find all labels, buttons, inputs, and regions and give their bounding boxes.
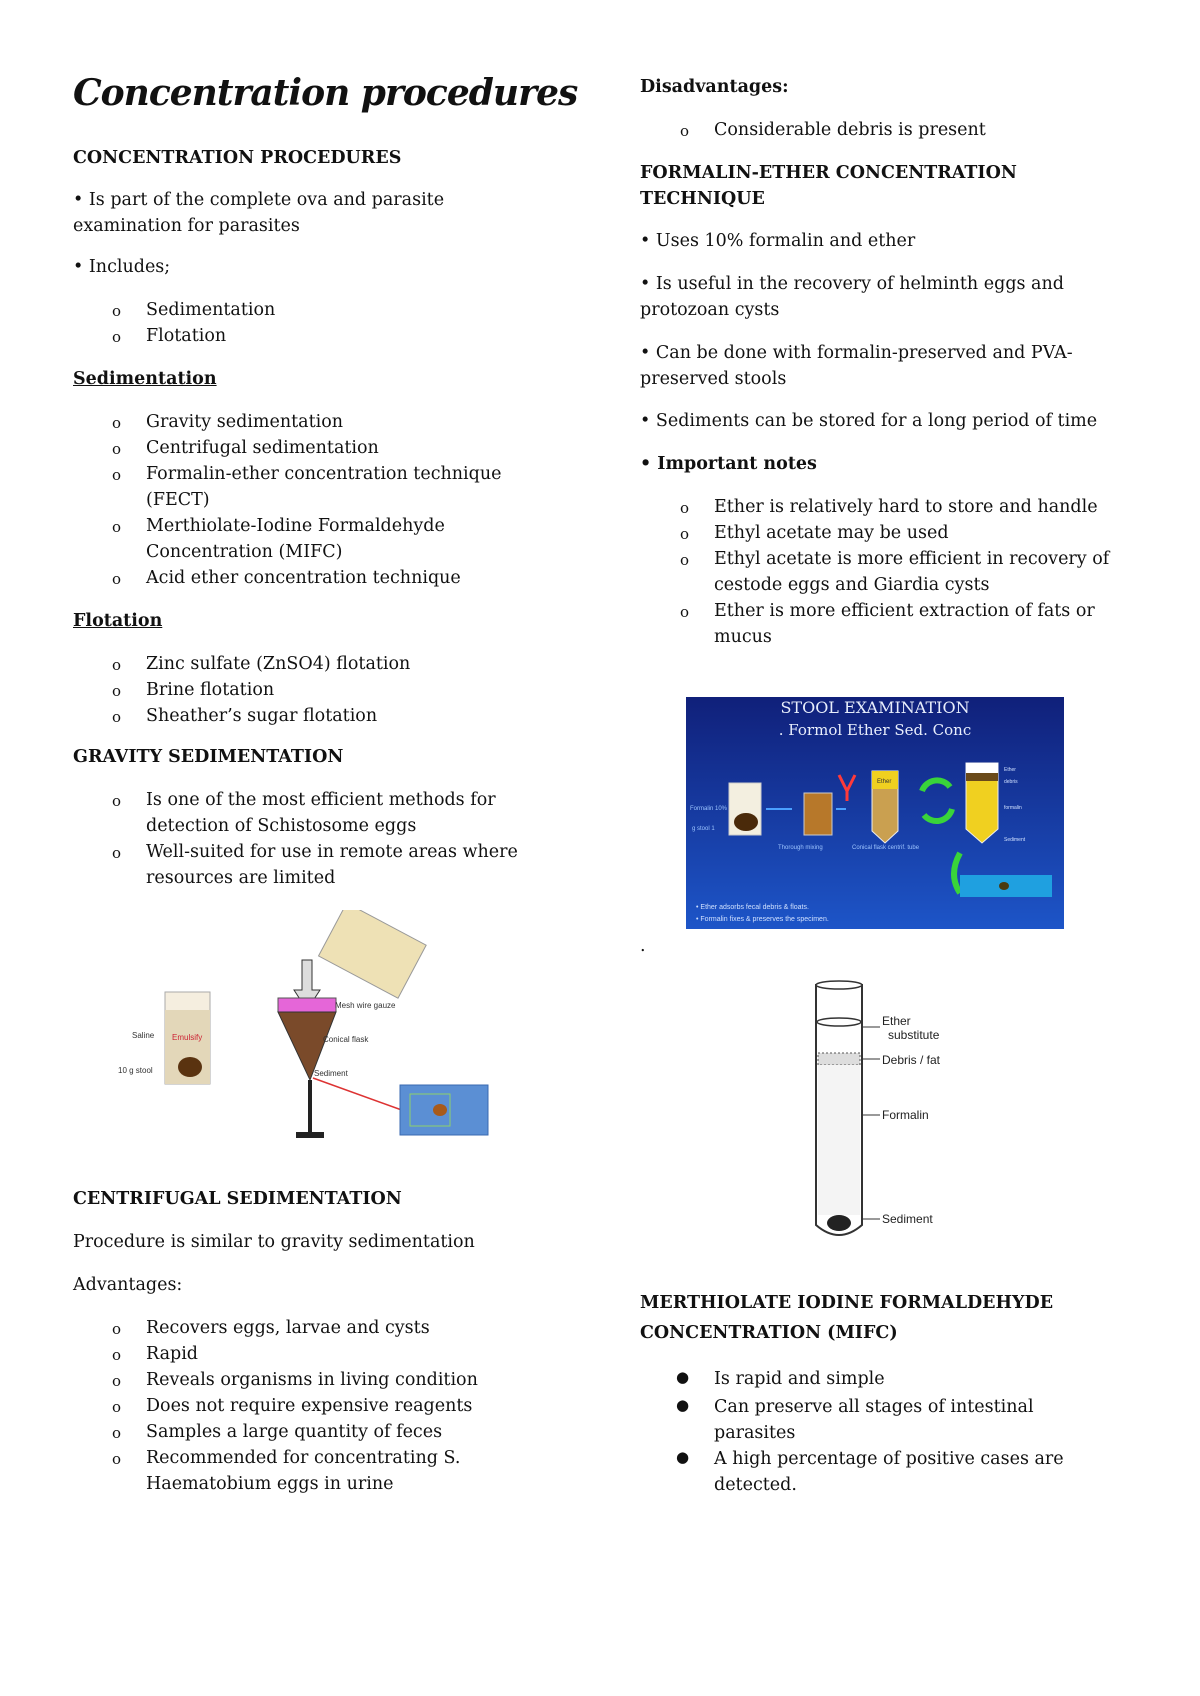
mifc-heading-line-2: CONCENTRATION (MIFC): [640, 1323, 898, 1343]
list-marker: o: [112, 414, 122, 432]
list-item: Is rapid and simple: [714, 1369, 885, 1389]
slide-ether-right: Ether: [1004, 767, 1016, 773]
fect-point: • Uses 10% formalin and ether: [640, 231, 916, 251]
slide-formalin-label: Formalin 10%: [690, 806, 728, 812]
list-marker: o: [112, 518, 122, 536]
list-item: Brine flotation: [146, 680, 275, 700]
list-item: Does not require expensive reagents: [146, 1396, 473, 1416]
list-marker: o: [112, 1450, 122, 1468]
intro-text: • Is part of the complete ova and parasite examination for parasites: [73, 190, 445, 236]
list-item: Gravity sedimentation: [146, 412, 344, 432]
slide-sediment-right: Sediment: [1004, 837, 1026, 843]
list-marker: o: [680, 603, 690, 621]
bullet-dot: ●: [676, 1396, 690, 1414]
ether-top: [966, 763, 998, 773]
list-marker: o: [112, 440, 122, 458]
slide-stool-label: g stool 1: [692, 826, 715, 832]
tube-substitute-label: substitute: [888, 1028, 940, 1042]
tube-ether-label: Ether: [882, 1014, 911, 1028]
mifc-heading-line-1: MERTHIOLATE IODINE FORMALDEHYDE: [640, 1293, 1054, 1313]
tube-formalin-label: Formalin: [882, 1108, 929, 1122]
list-marker: o: [112, 328, 122, 346]
slide-formalin-right: formalin: [1004, 805, 1022, 811]
list-marker: o: [680, 122, 690, 140]
slide-note-1: • Ether adsorbs fecal debris & floats.: [696, 904, 809, 911]
list-item: A high percentage of positive cases are detected.: [714, 1449, 1064, 1495]
list-item: Rapid: [146, 1344, 199, 1364]
includes-label: • Includes;: [73, 257, 171, 277]
list-marker: o: [112, 792, 122, 810]
centrifugal-heading: CENTRIFUGAL SEDIMENTATION: [73, 1189, 402, 1209]
slide-debris-right: debris: [1004, 779, 1018, 785]
test-tube-figure: [800, 975, 1020, 1240]
fect-heading: FORMALIN-ETHER CONCENTRATION TECHNIQUE: [640, 163, 1017, 209]
heading-concentration-procedures: CONCENTRATION PROCEDURES: [73, 148, 402, 168]
slide-ether-label: Ether: [877, 779, 892, 785]
list-item: Can preserve all stages of intestinal parasites: [714, 1397, 1034, 1443]
formalin-layer: [818, 1065, 860, 1215]
fect-point: • Is useful in the recovery of helminth eggs and protozoan cysts: [640, 274, 1064, 320]
list-marker: o: [112, 466, 122, 484]
saline-label: Saline: [132, 1031, 155, 1040]
debris-layer: [818, 1053, 860, 1065]
list-marker: o: [112, 1372, 122, 1390]
egg-icon: [433, 1104, 447, 1116]
slide-egg-icon: [999, 882, 1009, 890]
mesh-label: Mesh wire gauze: [335, 1001, 396, 1010]
stool-sample: [178, 1057, 202, 1077]
slide-beaker: [804, 793, 832, 835]
list-item: Is one of the most efficient methods for detection of Schistosome eggs: [146, 790, 496, 836]
list-item: Acid ether concentration technique: [146, 568, 461, 588]
list-marker: o: [112, 844, 122, 862]
list-marker: o: [112, 302, 122, 320]
list-item: Zinc sulfate (ZnSO4) flotation: [146, 654, 411, 674]
mesh-gauze: [278, 998, 336, 1012]
gravity-sedimentation-figure: [110, 910, 510, 1150]
slide-mixing-label: Thorough mixing: [778, 845, 823, 851]
list-marker: o: [112, 708, 122, 726]
list-item: Ether is relatively hard to store and handle: [714, 497, 1098, 517]
tube-debris-label: Debris / fat: [882, 1053, 941, 1067]
slide-title: STOOL EXAMINATION: [780, 698, 970, 717]
list-marker: o: [680, 525, 690, 543]
debris-plug: [966, 773, 998, 781]
sediment-pellet: [827, 1215, 851, 1231]
list-marker: o: [112, 682, 122, 700]
list-marker: o: [112, 570, 122, 588]
emulsify-label: Emulsify: [172, 1033, 203, 1042]
list-item: Merthiolate-Iodine Formaldehyde Concentration (MIFC): [146, 516, 445, 562]
list-item: Sedimentation: [146, 300, 276, 320]
list-item: Ether is more efficient extraction of fats or mucus: [714, 601, 1095, 647]
list-item: Flotation: [146, 326, 227, 346]
list-item: Centrifugal sedimentation: [146, 438, 379, 458]
sedimentation-heading: Sedimentation: [73, 369, 217, 389]
gravity-heading: GRAVITY SEDIMENTATION: [73, 747, 344, 767]
flotation-heading: Flotation: [73, 611, 163, 631]
fect-point: • Can be done with formalin-preserved and PVA-preserved stools: [640, 343, 1073, 389]
slide-tube-label: Conical flask centrif. tube: [852, 845, 920, 851]
disadvantage-item: Considerable debris is present: [714, 120, 986, 140]
stool-label: 10 g stool: [118, 1066, 153, 1075]
list-marker: o: [112, 1346, 122, 1364]
slide-stool: [734, 813, 758, 831]
list-marker: o: [112, 656, 122, 674]
list-marker: o: [112, 1424, 122, 1442]
sediment-label: Sediment: [314, 1069, 348, 1078]
fect-point: • Sediments can be stored for a long period of time: [640, 411, 1098, 431]
bullet-dot: ●: [676, 1448, 690, 1466]
list-item: Ethyl acetate may be used: [714, 523, 949, 543]
list-item: Recommended for concentrating S. Haematobium eggs in urine: [146, 1448, 461, 1494]
page-title: Concentration procedures: [73, 72, 578, 114]
centrifugal-text: Procedure is similar to gravity sedimentation: [73, 1232, 475, 1252]
list-item: Formalin-ether concentration technique (FECT): [146, 464, 502, 510]
list-item: Sheather’s sugar flotation: [146, 706, 378, 726]
slide-subtitle: . Formol Ether Sed. Conc: [778, 721, 972, 739]
advantages-label: Advantages:: [73, 1275, 183, 1295]
list-marker: o: [680, 551, 690, 569]
list-item: Recovers eggs, larvae and cysts: [146, 1318, 430, 1338]
list-item: Ethyl acetate is more efficient in recovery of cestode eggs and Giardia cysts: [714, 549, 1110, 595]
list-marker: o: [112, 1320, 122, 1338]
list-marker: o: [112, 1398, 122, 1416]
disadvantages-label: Disadvantages:: [640, 77, 789, 97]
pouring-container: [319, 910, 427, 998]
bullet-dot: ●: [676, 1368, 690, 1386]
stand-base: [296, 1132, 324, 1138]
list-marker: o: [680, 499, 690, 517]
list-item: Well-suited for use in remote areas where resources are limited: [146, 842, 518, 888]
stray-dot: .: [640, 936, 646, 956]
slide-note-2: • Formalin fixes & preserves the specimen.: [696, 916, 829, 923]
pointer-line: [313, 1078, 410, 1113]
stool-examination-slide: [686, 697, 1064, 929]
list-item: Samples a large quantity of feces: [146, 1422, 443, 1442]
important-notes-label: • Important notes: [640, 454, 817, 474]
list-item: Reveals organisms in living condition: [146, 1370, 478, 1390]
tube-rim: [816, 981, 862, 989]
flask-label: Conical flask: [323, 1035, 369, 1044]
tube-sediment-label: Sediment: [882, 1212, 933, 1226]
